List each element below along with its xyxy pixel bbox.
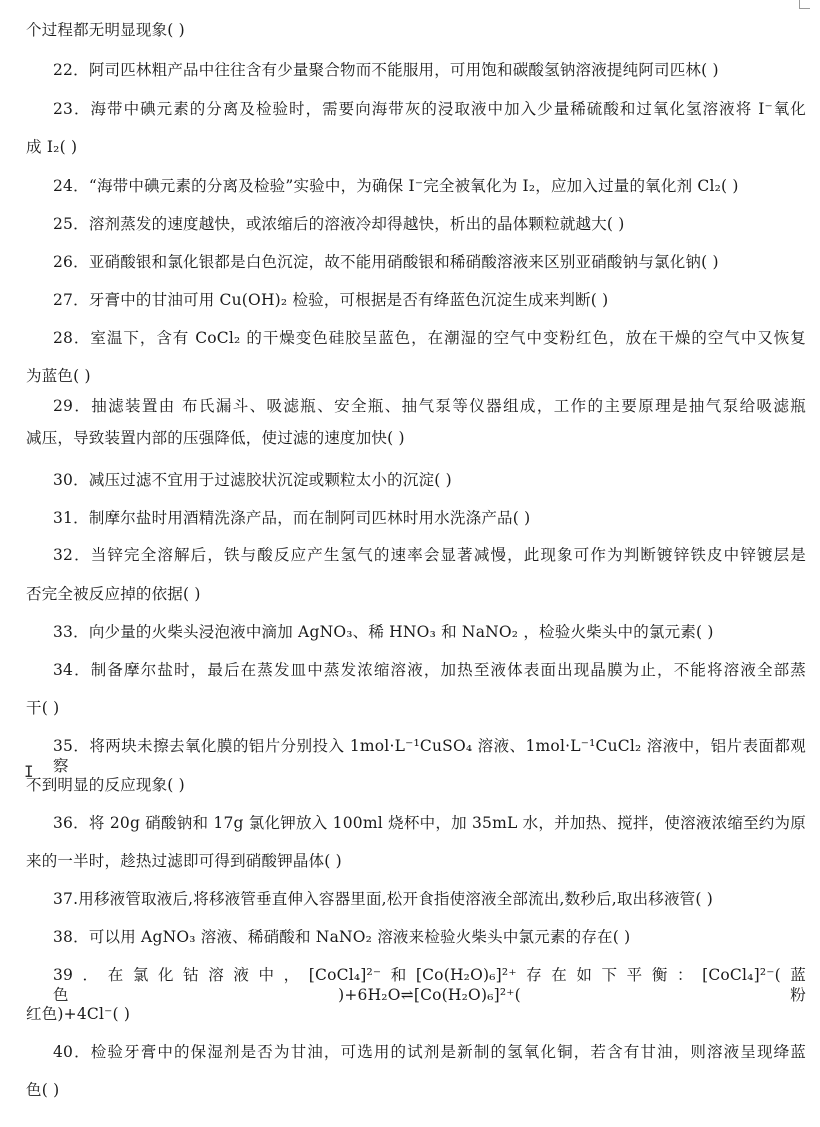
- question-22: 22．阿司匹林粗产品中往往含有少量聚合物而不能服用，可用饱和碳酸氢钠溶液提纯阿司匹林( ): [53, 61, 719, 79]
- question-37: 37.用移液管取液后,将移液管垂直伸入容器里面,松开食指使溶液全部流出,数秒后,取出移液管( ): [53, 890, 713, 908]
- text-cursor-icon: I: [24, 762, 34, 781]
- question-39-line-2: 红色)+4Cl⁻( ): [26, 1005, 131, 1023]
- question-28-line-2: 为蓝色( ): [26, 367, 91, 385]
- question-34-line-2: 干( ): [26, 699, 60, 717]
- question-26: 26．亚硝酸银和氯化银都是白色沉淀，故不能用硝酸银和稀硝酸溶液来区别亚硝酸钠与氯化钠( ): [53, 253, 719, 271]
- question-25: 25．溶剂蒸发的速度越快，或浓缩后的溶液冷却得越快，析出的晶体颗粒就越大( ): [53, 215, 625, 233]
- question-39-line-1: 39．在氯化钴溶液中，[CoCl₄]²⁻和[Co(H₂O)₆]²⁺存在如下平衡：[CoCl₄]²⁻(蓝色)+6H₂O⇌[Co(H₂O)₆]²⁺(粉: [53, 966, 806, 1004]
- question-40-line-2: 色( ): [26, 1081, 60, 1099]
- question-21-tail: 个过程都无明显现象( ): [26, 21, 185, 39]
- question-38: 38．可以用 AgNO₃ 溶液、稀硝酸和 NaNO₂ 溶液来检验火柴头中氯元素的存在( ): [53, 928, 631, 946]
- question-32-line-2: 否完全被反应掉的依据( ): [26, 585, 201, 603]
- question-36-line-2: 来的一半时，趁热过滤即可得到硝酸钾晶体( ): [26, 852, 342, 870]
- question-40-line-1: 40．检验牙膏中的保湿剂是否为甘油，可选用的试剂是新制的氢氧化铜，若含有甘油，则溶液呈现绛蓝: [53, 1043, 806, 1061]
- question-30: 30．减压过滤不宜用于过滤胶状沉淀或颗粒太小的沉淀( ): [53, 471, 452, 489]
- question-33: 33．向少量的火柴头浸泡液中滴加 AgNO₃、稀 HNO₃ 和 NaNO₂ ，检验火柴头中的氯元素( ): [53, 623, 714, 641]
- question-24: 24．“海带中碘元素的分离及检验”实验中，为确保 I⁻完全被氧化为 I₂，应加入过量的氧化剂 Cl₂( ): [53, 177, 739, 195]
- question-36-line-1: 36．将 20g 硝酸钠和 17g 氯化钾放入 100ml 烧杯中，加 35mL 水，并加热、搅拌，使溶液浓缩至约为原: [53, 814, 806, 832]
- question-28-line-1: 28．室温下，含有 CoCl₂ 的干燥变色硅胶呈蓝色，在潮湿的空气中变粉红色，放在干燥的空气中又恢复: [53, 329, 806, 347]
- question-29-line-1: 29．抽滤装置由 布氏漏斗、吸滤瓶、安全瓶、抽气泵等仪器组成，工作的主要原理是抽气泵给吸滤瓶: [53, 397, 806, 415]
- question-34-line-1: 34．制备摩尔盐时，最后在蒸发皿中蒸发浓缩溶液，加热至液体表面出现晶膜为止，不能将溶液全部蒸: [53, 661, 806, 679]
- question-27: 27．牙膏中的甘油可用 Cu(OH)₂ 检验，可根据是否有绛蓝色沉淀生成来判断( ): [53, 291, 609, 309]
- question-32-line-1: 32．当锌完全溶解后，铁与酸反应产生氢气的速率会显著减慢，此现象可作为判断镀锌铁皮中锌镀层是: [53, 546, 806, 564]
- question-35-line-2: 不到明显的反应现象( ): [26, 776, 185, 794]
- question-35-line-1: 35．将两块未擦去氧化膜的铝片分别投入 1mol·L⁻¹CuSO₄ 溶液、1mol·L⁻¹CuCl₂ 溶液中，铝片表面都观察: [53, 737, 806, 775]
- question-31: 31．制摩尔盐时用酒精洗涤产品，而在制阿司匹林时用水洗涤产品( ): [53, 509, 531, 527]
- question-23-line-2: 成 I₂( ): [26, 138, 78, 156]
- question-29-line-2: 减压，导致装置内部的压强降低，使过滤的速度加快( ): [26, 429, 405, 447]
- page-corner-mark: [799, 0, 810, 9]
- question-23-line-1: 23．海带中碘元素的分离及检验时，需要向海带灰的浸取液中加入少量稀硫酸和过氧化氢溶液将 I⁻氧化: [53, 100, 806, 118]
